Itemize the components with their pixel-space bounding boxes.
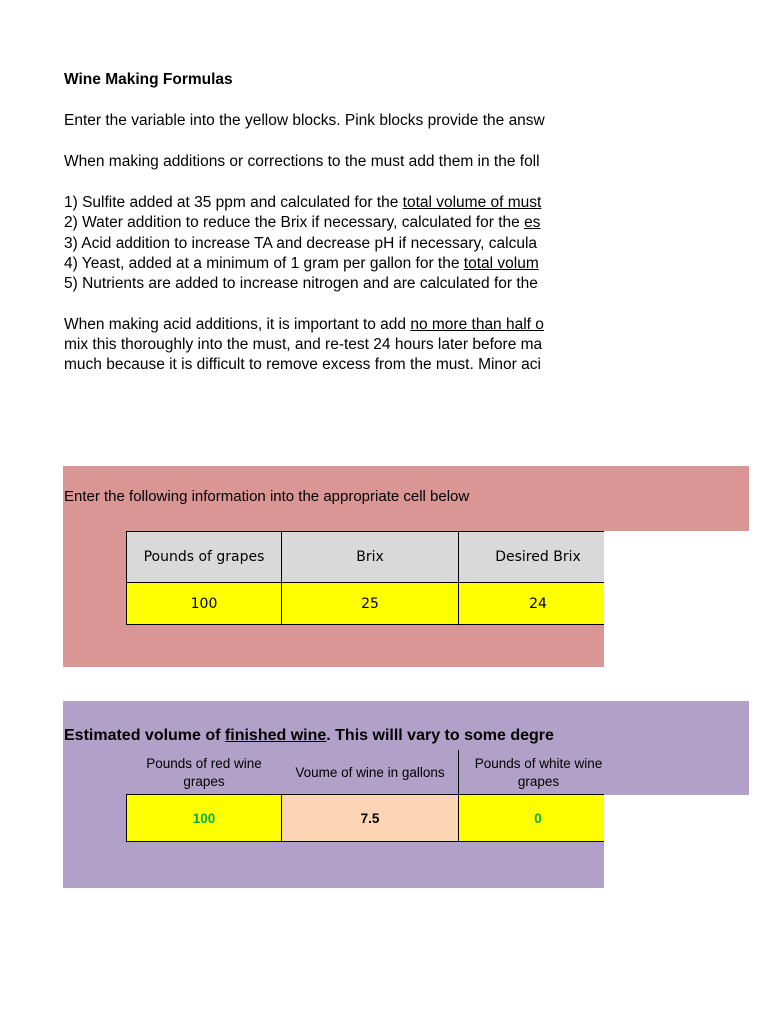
acid-note-text: When making acid additions, it is important to add <box>64 316 411 333</box>
header-pounds-of-grapes: Pounds of grapes <box>126 531 282 583</box>
header-white-wine-grapes: Pounds of white wine grapes <box>458 750 604 795</box>
step-1-text: 1) Sulfite added at 35 ppm and calculated for the <box>64 194 403 211</box>
step-4-text: 4) Yeast, added at a minimum of 1 gram per gallon for the <box>64 255 464 272</box>
volume-heading-text: Estimated volume of <box>64 727 225 744</box>
volume-heading-emphasis: finished wine <box>224 727 327 744</box>
step-2 <box>64 213 540 233</box>
input-section-heading: Enter the following information into the appropriate cell below <box>64 488 470 505</box>
step-3 <box>64 234 537 254</box>
volume-section-heading <box>64 726 554 746</box>
header-red-wine-grapes: Pounds of red wine grapes <box>146 755 262 789</box>
input-brix[interactable]: 25 <box>281 582 459 625</box>
acid-note-line-3: much because it is difficult to remove excess from the must. Minor aci <box>64 356 541 373</box>
input-white-wine-grapes[interactable]: 0 <box>458 794 604 842</box>
acid-note-emphasis: no more than half o <box>410 316 544 333</box>
step-5-text: 5) Nutrients are added to increase nitrogen and are calculated for the <box>64 275 538 292</box>
step-2-text: 2) Water addition to reduce the Brix if necessary, calculated for the <box>64 214 525 231</box>
acid-note-line-2: mix this thoroughly into the must, and re-test 24 hours later before ma <box>64 336 543 353</box>
step-2-emphasis: es <box>524 214 541 231</box>
step-4 <box>64 254 539 274</box>
step-1 <box>64 193 541 213</box>
input-red-wine-grapes[interactable]: 100 <box>126 794 282 842</box>
step-3-text: 3) Acid addition to increase TA and decrease pH if necessary, calcula <box>64 235 538 252</box>
step-4-emphasis: total volum <box>463 255 539 272</box>
step-1-emphasis: total volume of must <box>402 194 542 211</box>
intro-text: Enter the variable into the yellow blocks. Pink blocks provide the answ <box>64 112 545 129</box>
header-volume-gallons: Voume of wine in gallons <box>295 764 445 780</box>
acid-note-line-1 <box>64 315 544 335</box>
volume-heading-tail: . This willl vary to some degre <box>326 727 554 744</box>
result-volume-gallons: 7.5 <box>281 794 459 842</box>
order-intro-text: When making additions or corrections to the must add them in the foll <box>64 153 540 170</box>
header-desired-brix: Desired Brix <box>458 531 604 583</box>
page-title: Wine Making Formulas <box>64 71 233 88</box>
input-desired-brix[interactable]: 24 <box>458 582 604 625</box>
input-pounds-of-grapes[interactable]: 100 <box>126 582 282 625</box>
step-5 <box>64 274 538 294</box>
header-brix: Brix <box>281 531 459 583</box>
